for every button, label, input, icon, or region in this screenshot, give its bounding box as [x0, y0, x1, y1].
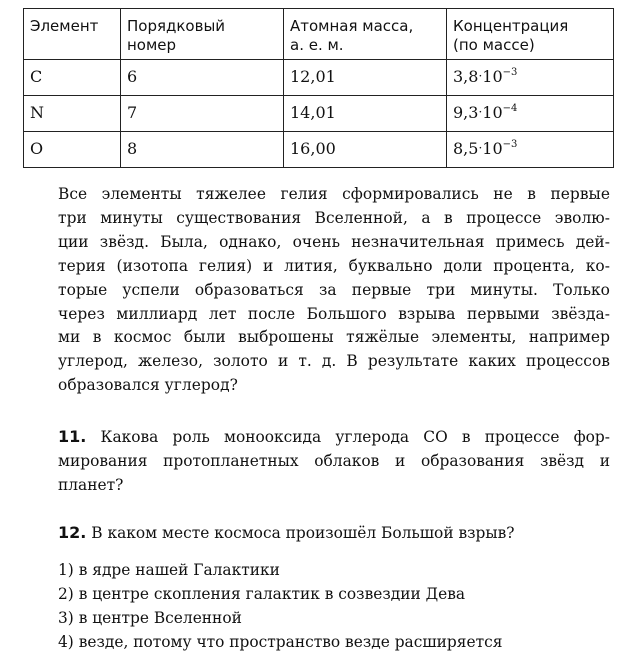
answer-option: 2) в центре скопления галактик в созвездии Дева	[58, 585, 466, 603]
paragraph-line: ми в космос были выброшены тяжёлые элементы, например	[58, 328, 610, 347]
answer-option: 4) везде, потому что пространство везде расширяется	[58, 633, 503, 651]
table-row	[24, 60, 614, 96]
question-12-number: 12.	[58, 523, 87, 542]
table-row	[24, 132, 614, 168]
paragraph-line: Все элементы тяжелее гелия сформировались не в первые	[58, 185, 610, 203]
table-row	[24, 96, 614, 132]
paragraph-line: ции звёзд. Была, однако, очень незначительная примесь дей-	[58, 232, 610, 251]
header-concentration: Концентрация (по массе)	[447, 9, 614, 60]
paragraph-line: три минуты существования Вселенной, а в процессе эволю-	[58, 208, 610, 227]
answer-option: 1) в ядре нашей Галактики	[58, 561, 280, 579]
paragraph-line: через миллиард лет после Большого взрыва первыми звёзда-	[58, 304, 610, 323]
table-header-row	[24, 9, 614, 60]
cell-mass: 14,01	[284, 96, 447, 132]
question-12-text: В каком месте космоса произошёл Большой взрыв?	[91, 524, 515, 542]
question-11-line: 11. Какова роль монооксида углерода CO в процессе фор-	[58, 427, 610, 446]
cell-element: O	[24, 132, 121, 168]
cell-number: 8	[121, 132, 284, 168]
cell-element: C	[24, 60, 121, 96]
paragraph-line: терия (изотопа гелия) и лития, буквально доли процента, ко-	[58, 256, 610, 275]
answer-option: 3) в центре Вселенной	[58, 609, 242, 627]
header-element: Элемент	[24, 9, 121, 60]
cell-element: N	[24, 96, 121, 132]
question-12	[58, 521, 610, 545]
cell-number: 7	[121, 96, 284, 132]
paragraph-line: образовался углерод?	[58, 376, 238, 395]
paragraph-line: торые успели образоваться за первые три минуты. Только	[58, 280, 610, 299]
cell-concentration: $3,8\cdot 10^{-3}$	[447, 60, 614, 96]
cell-concentration: $8,5\cdot 10^{-3}$	[447, 132, 614, 168]
question-11-line: мирования протопланетных облаков и образования звёзд и	[58, 452, 610, 470]
header-atomic-number: Порядковый номер	[121, 9, 284, 60]
body-paragraph	[58, 183, 610, 398]
elements-table	[23, 8, 614, 168]
cell-concentration: $9,3\cdot 10^{-4}$	[447, 96, 614, 132]
header-atomic-mass: Атомная масса, а. е. м.	[284, 9, 447, 60]
paragraph-line: углерод, железо, золото и т. д. В результате каких процессов	[58, 352, 610, 371]
cell-number: 6	[121, 60, 284, 96]
answer-options	[58, 558, 502, 654]
question-11	[58, 425, 610, 497]
cell-mass: 16,00	[284, 132, 447, 168]
question-11-line: планет?	[58, 476, 124, 494]
cell-mass: 12,01	[284, 60, 447, 96]
question-11-number: 11.	[58, 427, 87, 446]
